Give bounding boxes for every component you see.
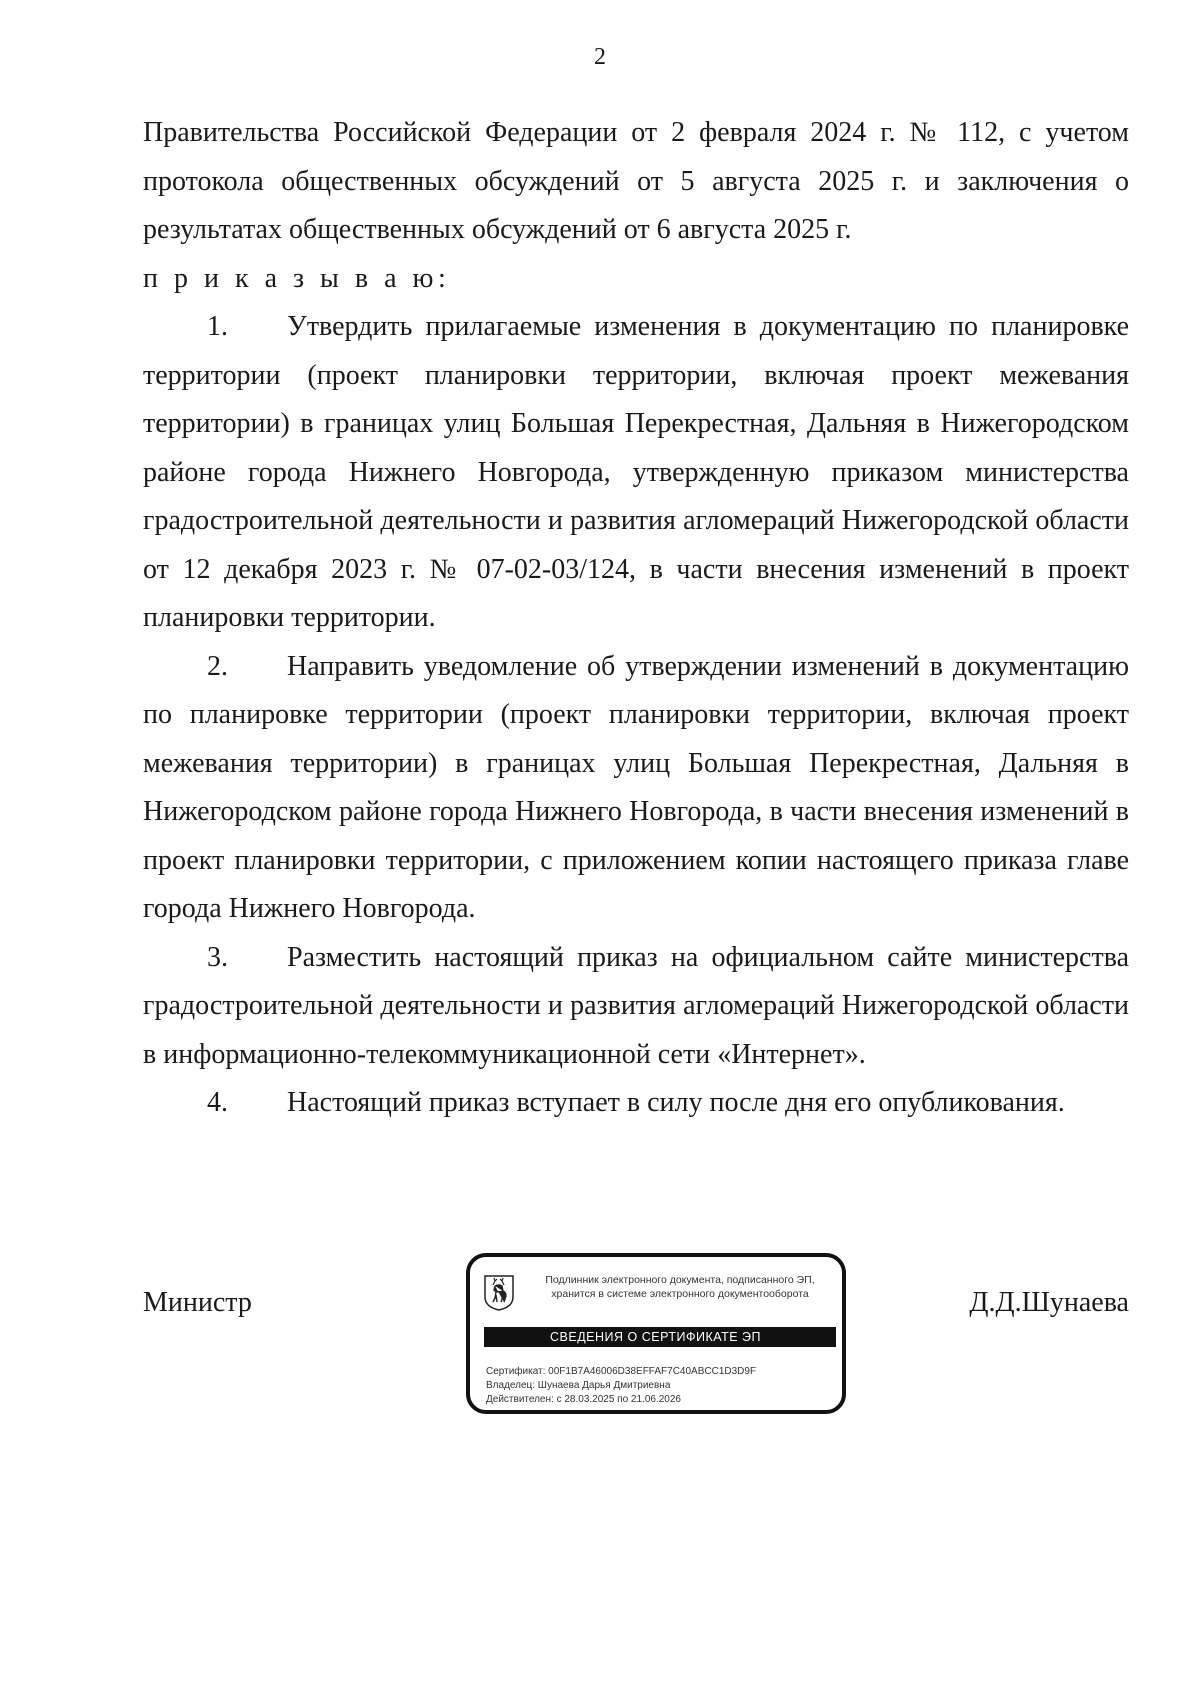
- list-item: [143, 303, 1129, 643]
- item-number: 4.: [207, 1087, 228, 1118]
- item-text: Разместить настоящий приказ на официальном сайте министерства градостроительной деятельности и развития агломераций Нижегородской области в информационно-телекоммуникационной сети «Интернет».: [143, 941, 1129, 1070]
- item-text: Утвердить прилагаемые изменения в документацию по планировке территории (проект планировки территории, включая проект межевания территории) в границах улиц Большая Перекрестная, Дальняя в Нижегородском районе города Нижнего Новгорода, утвержденную приказом министерства градостроительной деятельности и развития агломераций Нижегородской области от 12 декабря 2023 г. № 07-02-03/124, в части внесения изменений в проект планировки территории.: [143, 311, 1129, 633]
- item-text: Настоящий приказ вступает в силу после дня его опубликования.: [287, 1087, 1065, 1118]
- list-item: [143, 1079, 1129, 1128]
- stamp-header-line: хранится в системе электронного документооборота: [551, 1288, 809, 1300]
- stamp-title-bar: СВЕДЕНИЯ О СЕРТИФИКАТЕ ЭП: [484, 1327, 836, 1347]
- item-number: 3.: [207, 941, 228, 973]
- stamp-header: [524, 1273, 836, 1301]
- electronic-signature-stamp: [466, 1253, 846, 1414]
- stamp-header-line: Подлинник электронного документа, подписанного ЭП,: [545, 1274, 815, 1286]
- document-body: [143, 109, 1129, 1128]
- item-number: 2.: [207, 650, 228, 682]
- certificate-info: [486, 1365, 836, 1407]
- certificate-number: Сертификат: 00F1B7A46006D38EFFAF7C40ABCC1D3D9F: [486, 1366, 757, 1377]
- coat-of-arms-icon: [484, 1275, 514, 1311]
- signatory-name: Д.Д.Шунаева: [969, 1287, 1129, 1318]
- signatory-title: Министр: [143, 1287, 252, 1318]
- list-item: [143, 934, 1129, 1080]
- intro-paragraph: Правительства Российской Федерации от 2 февраля 2024 г. № 112, с учетом протокола общественных обсуждений от 5 августа 2025 г. и заключения о результатах общественных обсуждений от 6 августа 2025 г.: [143, 117, 1129, 245]
- list-item: [143, 643, 1129, 934]
- item-number: 1.: [207, 311, 228, 342]
- item-text: Направить уведомление об утверждении изменений в документацию по планировке территории (проект планировки территории, включая проект межевания территории) в границах улиц Большая Перекрестная, Дальняя в Нижегородском районе города Нижнего Новгорода, в части внесения изменений в проект планировки территории, с приложением копии настоящего приказа главе города Нижнего Новгорода.: [143, 650, 1129, 924]
- certificate-validity: Действителен: с 28.03.2025 по 21.06.2026: [486, 1394, 681, 1405]
- page-number: 2: [594, 44, 606, 70]
- certificate-owner: Владелец: Шунаева Дарья Дмитриевна: [486, 1380, 671, 1391]
- order-word: п р и к а з ы в а ю:: [143, 262, 451, 294]
